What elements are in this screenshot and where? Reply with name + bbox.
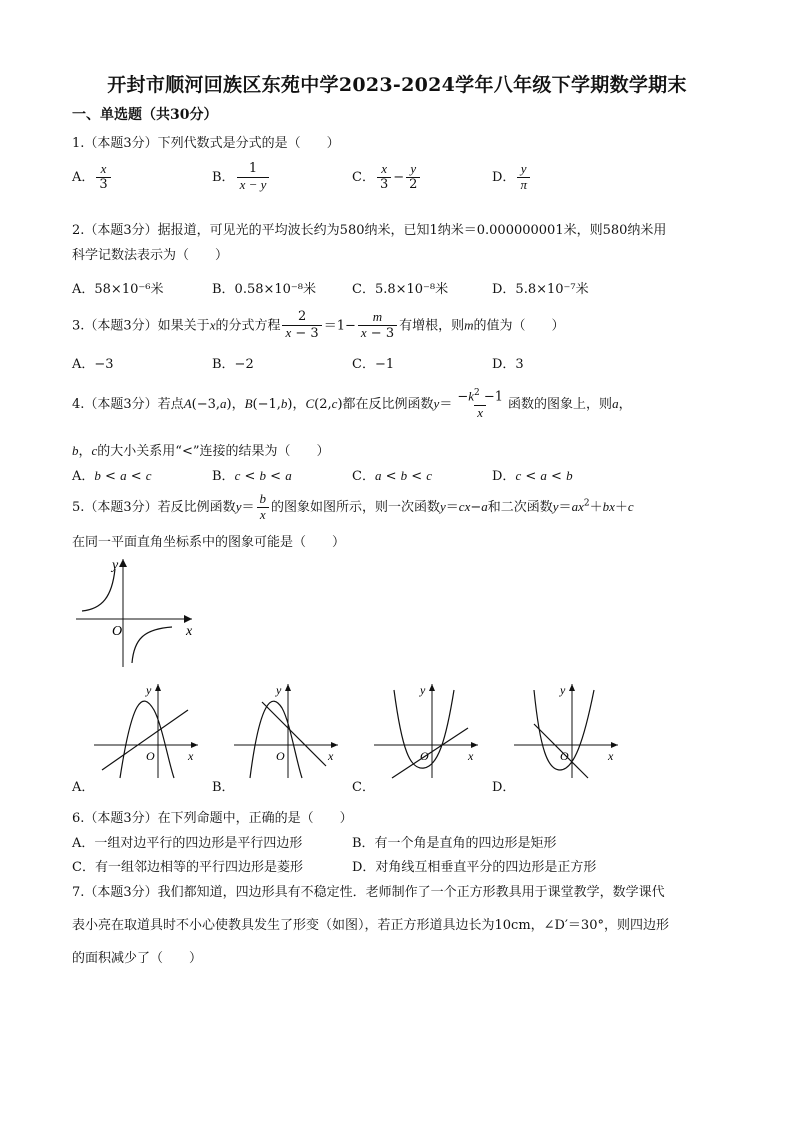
question-7-stem-line3: 的面积减少了（ ） [72,951,203,966]
q1-option-d: D． $\frac{y}{\pi}$ [492,162,532,193]
question-2-stem-line2: 科学记数法表示为（ ） [72,248,229,263]
svg-text:O: O [276,749,285,763]
q5-option-b: B． [212,780,235,795]
svg-text:O: O [560,749,569,763]
section-heading: 一、单选题（共30分） [72,107,218,123]
q5-graph-b [232,680,342,780]
q5-option-c: C． [352,780,375,795]
q3-option-c: C．−1 [352,357,395,372]
q4-option-a: A．b < a < c [72,468,152,484]
question-2-stem-line1: 2.（本题3分）据报道，可见光的平均波长约为580纳米，已知1纳米＝0.000000001米，则580纳米用 [72,223,667,238]
q1-option-a: A． $\frac{x}{3}$ [72,162,113,193]
svg-text:y: y [146,683,152,697]
q1-option-c: C． $\frac{x}{3}$ − $\frac{y}{2}$ [352,162,422,193]
q6-option-c: C．有一组邻边相等的平行四边形是菱形 [72,860,303,875]
q1-option-b: B． $\frac{1}{x - y}$ [212,162,271,193]
question-5-stem-line2: 在同一平面直角坐标系中的图象可能是（ ） [72,535,346,550]
q6-option-b: B．有一个角是直角的四边形是矩形 [352,836,557,851]
q5-graph-c [372,680,482,780]
question-6-stem: 6.（本题3分）在下列命题中，正确的是（ ） [72,811,353,826]
q5-graph-d [512,680,622,780]
svg-text:O: O [112,624,123,639]
q2-option-b: B．0.58×10⁻⁸米 [212,282,317,297]
svg-text:y: y [112,558,119,573]
question-5-stem-line1: 5.（本题3分）若反比例函数y＝ $\frac{b}{x}$ 的图象如图所示，则一次函数y＝cx−a和二次函数$y=ax^2+bx+c$ [72,491,634,522]
q4-option-b: B．c < b < a [212,468,292,484]
svg-text:x: x [188,749,194,763]
question-7-stem-line2: 表小亮在取道具时不小心使教具发生了形变（如图），若正方形道具边长为10cm，∠D′＝30°，则四边形 [72,918,669,933]
question-1-stem: 1.（本题3分）下列代数式是分式的是（ ） [72,136,340,151]
q4-option-d: D．c < a < b [492,468,573,484]
q3-option-b: B．−2 [212,357,254,372]
svg-text:O: O [146,749,155,763]
q2-option-a: A．58×10⁻⁶米 [72,282,164,297]
svg-text:x: x [608,749,614,763]
q6-option-d: D．对角线互相垂直平分的四边形是正方形 [352,860,597,875]
hyperbola-figure [72,555,202,670]
svg-text:x: x [468,749,474,763]
q2-option-d: D．5.8×10⁻⁷米 [492,282,589,297]
q6-option-a: A．一组对边平行的四边形是平行四边形 [72,836,303,851]
question-4-stem-line2: b，c的大小关系用“<”连接的结果为（ ） [72,443,330,459]
q4-option-c: C．a < b < c [352,468,433,484]
svg-text:x: x [186,624,193,639]
q5-option-d: D． [492,780,516,795]
q5-option-a: A． [72,780,95,795]
question-4-stem-line1: 4.（本题3分）若点A(−3,a)，B(−1,b)，C(2,c)都在反比例函数y＝ $\frac{-k^2 -1}{x}$ 函数的图象上，则a， [72,388,632,421]
q3-option-a: A．−3 [72,357,114,372]
svg-text:y: y [420,683,426,697]
q2-option-c: C．5.8×10⁻⁸米 [352,282,449,297]
svg-text:y: y [560,683,566,697]
svg-text:x: x [328,749,334,763]
q3-option-d: D．3 [492,357,524,372]
svg-text:y: y [276,683,282,697]
question-7-stem-line1: 7.（本题3分）我们都知道，四边形具有不稳定性．老师制作了一个正方形教具用于课堂教学，数学课代 [72,885,665,900]
q5-graph-a [92,680,202,780]
page-title: 开封市顺河回族区东苑中学2023-2024学年八年级下学期数学期末 [107,74,687,96]
question-3-stem: 3.（本题3分）如果关于x的分式方程 $\frac{2}{x - 3}$ ＝1− $\frac{m}{x - 3}$ 有增根，则m的值为（ ） [72,309,565,341]
svg-text:O: O [420,749,429,763]
